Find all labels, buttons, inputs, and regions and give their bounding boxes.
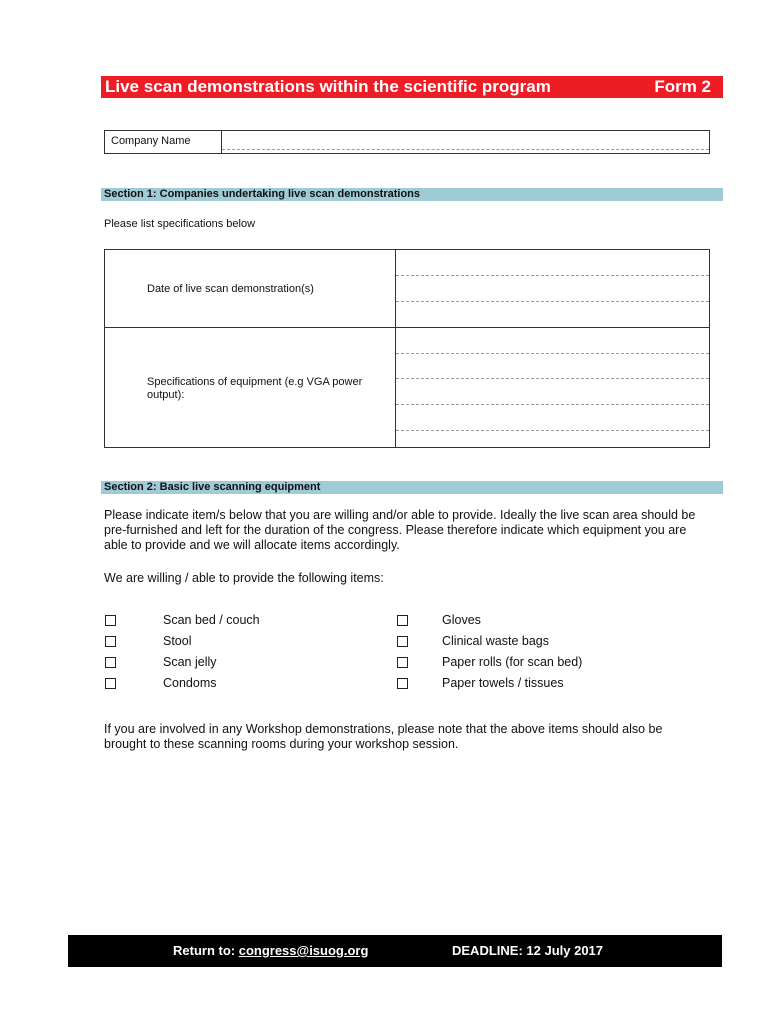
checkbox-clinical-waste-bags[interactable] <box>397 636 408 647</box>
return-to <box>173 943 368 958</box>
spec-field-line-1[interactable] <box>396 353 709 354</box>
item-label: Scan jelly <box>163 655 217 669</box>
item-label: Paper towels / tissues <box>442 676 564 690</box>
divider <box>395 250 396 447</box>
checkbox-gloves[interactable] <box>397 615 408 626</box>
date-field-line-2[interactable] <box>396 301 709 302</box>
spec-field-line-2[interactable] <box>396 378 709 379</box>
item-label: Condoms <box>163 676 217 690</box>
form-title: Live scan demonstrations within the scientific program <box>105 77 551 96</box>
checkbox-paper-towels[interactable] <box>397 678 408 689</box>
paragraph-line: pre-furnished and left for the duration of the congress. Please therefore indicate which equipment you are <box>104 523 687 537</box>
company-name-row <box>104 130 710 154</box>
workshop-note <box>104 722 662 752</box>
email-link[interactable]: congress@isuog.org <box>238 943 369 958</box>
section1-bar <box>101 188 723 201</box>
item-label: Gloves <box>442 613 481 627</box>
paragraph-line: Please indicate item/s below that you are willing and/or able to provide. Ideally the live scan area should be <box>104 508 696 522</box>
company-name-field[interactable] <box>222 149 709 150</box>
willing-statement: We are willing / able to provide the following items: <box>104 571 384 585</box>
date-label: Date of live scan demonstration(s) <box>147 283 314 295</box>
footer-bar <box>68 935 722 967</box>
date-field-line-1[interactable] <box>396 275 709 276</box>
return-label: Return to: <box>173 943 239 958</box>
spec-table <box>104 249 710 448</box>
spec-label-line-2: output): <box>147 389 185 401</box>
section1-instruction: Please list specifications below <box>104 218 256 230</box>
spec-field-line-3[interactable] <box>396 404 709 405</box>
checkbox-scan-bed[interactable] <box>105 615 116 626</box>
section2-bar <box>101 481 723 494</box>
checkbox-paper-rolls[interactable] <box>397 657 408 668</box>
deadline-text: DEADLINE: 12 July 2017 <box>452 943 604 958</box>
checkbox-condoms[interactable] <box>105 678 116 689</box>
form-title-bar <box>101 76 723 98</box>
item-label: Paper rolls (for scan bed) <box>442 655 583 669</box>
section2-heading: Section 2: Basic live scanning equipment <box>104 481 321 493</box>
checkbox-scan-jelly[interactable] <box>105 657 116 668</box>
company-name-label: Company Name <box>111 135 191 147</box>
paragraph-line: If you are involved in any Workshop demonstrations, please note that the above items should also be <box>104 722 663 736</box>
checkbox-stool[interactable] <box>105 636 116 647</box>
item-label: Scan bed / couch <box>163 613 260 627</box>
spec-label-line-1: Specifications of equipment (e.g VGA power <box>147 376 363 388</box>
spec-field-line-4[interactable] <box>396 430 709 431</box>
item-label: Stool <box>163 634 192 648</box>
form-number: Form 2 <box>654 77 711 96</box>
paragraph-line: able to provide and we will allocate items accordingly. <box>104 538 400 552</box>
divider <box>105 327 709 328</box>
section2-paragraph <box>104 508 695 553</box>
paragraph-line: brought to these scanning rooms during your workshop session. <box>104 737 459 751</box>
item-label: Clinical waste bags <box>442 634 549 648</box>
section1-heading: Section 1: Companies undertaking live scan demonstrations <box>104 188 421 200</box>
